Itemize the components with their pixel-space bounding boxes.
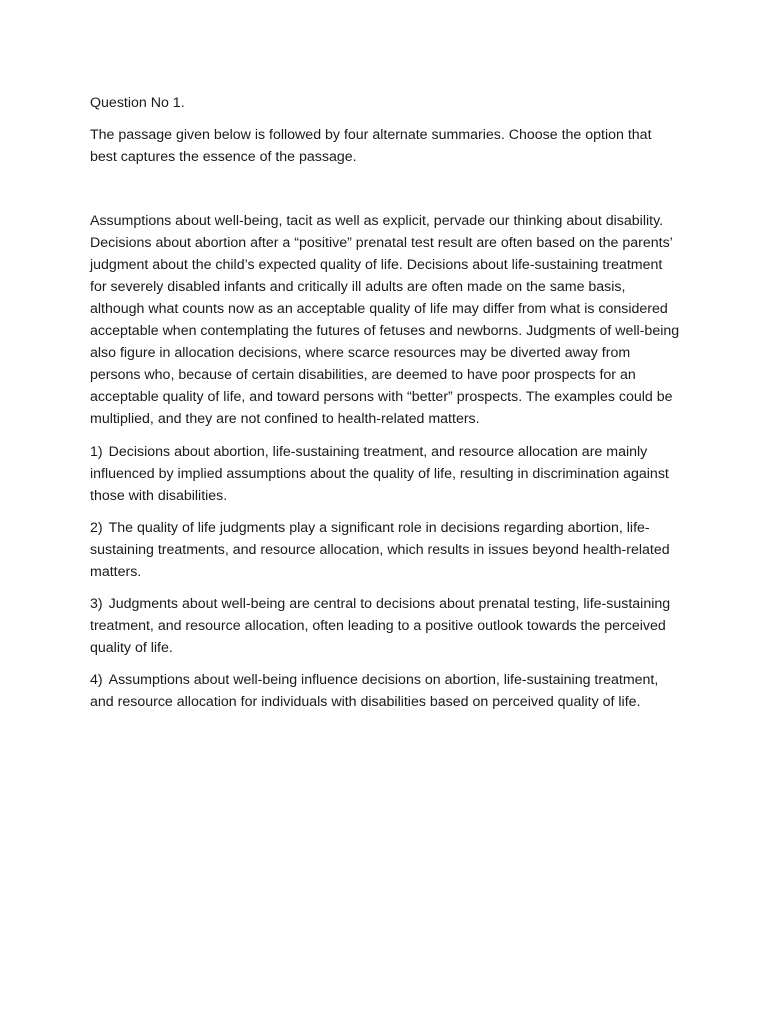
option-text: The quality of life judgments play a significant role in decisions regarding abortion, life-sustaining treatments, and resource allocation, which results in issues beyond health-related matters. (90, 520, 670, 580)
document-page (90, 92, 682, 723)
option-3 (90, 593, 682, 659)
option-2 (90, 517, 682, 583)
question-instruction: The passage given below is followed by four alternate summaries. Choose the option that best captures the essence of the passage. (90, 127, 652, 165)
option-number: 3) (90, 596, 103, 612)
option-number: 2) (90, 520, 103, 536)
passage-text: Assumptions about well-being, tacit as well as explicit, pervade our thinking about disability. Decisions about abortion after a “positive” prenatal test result are often based on the parents’ judgment about the child’s expected quality of life. Decisions about life-sustaining treatment for severely disabled infants and critically ill adults are often made on the same basis, although what counts now as an acceptable quality of life may differ from what is considered acceptable when contemplating the futures of fetuses and newborns. Judgments of well-being also figure in allocation decisions, where scarce resources may be diverted away from persons who, because of certain disabilities, are deemed to have poor prospects for an acceptable quality of life, and toward persons with “better” prospects. The examples could be multiplied, and they are not confined to health-related matters. (90, 213, 680, 427)
option-number: 4) (90, 672, 103, 688)
option-text: Judgments about well-being are central to decisions about prenatal testing, life-sustaining treatment, and resource allocation, often leading to a positive outlook towards the perceived quality of life. (90, 596, 671, 656)
option-text: Decisions about abortion, life-sustaining treatment, and resource allocation are mainly influenced by implied assumptions about the quality of life, resulting in discrimination against those with disabilities. (90, 444, 669, 504)
option-1 (90, 441, 682, 507)
option-number: 1) (90, 444, 103, 460)
question-number: Question No 1. (90, 95, 185, 111)
option-text: Assumptions about well-being influence decisions on abortion, life-sustaining treatment, and resource allocation for individuals with disabilities based on perceived quality of life. (90, 672, 659, 710)
option-4 (90, 669, 682, 713)
